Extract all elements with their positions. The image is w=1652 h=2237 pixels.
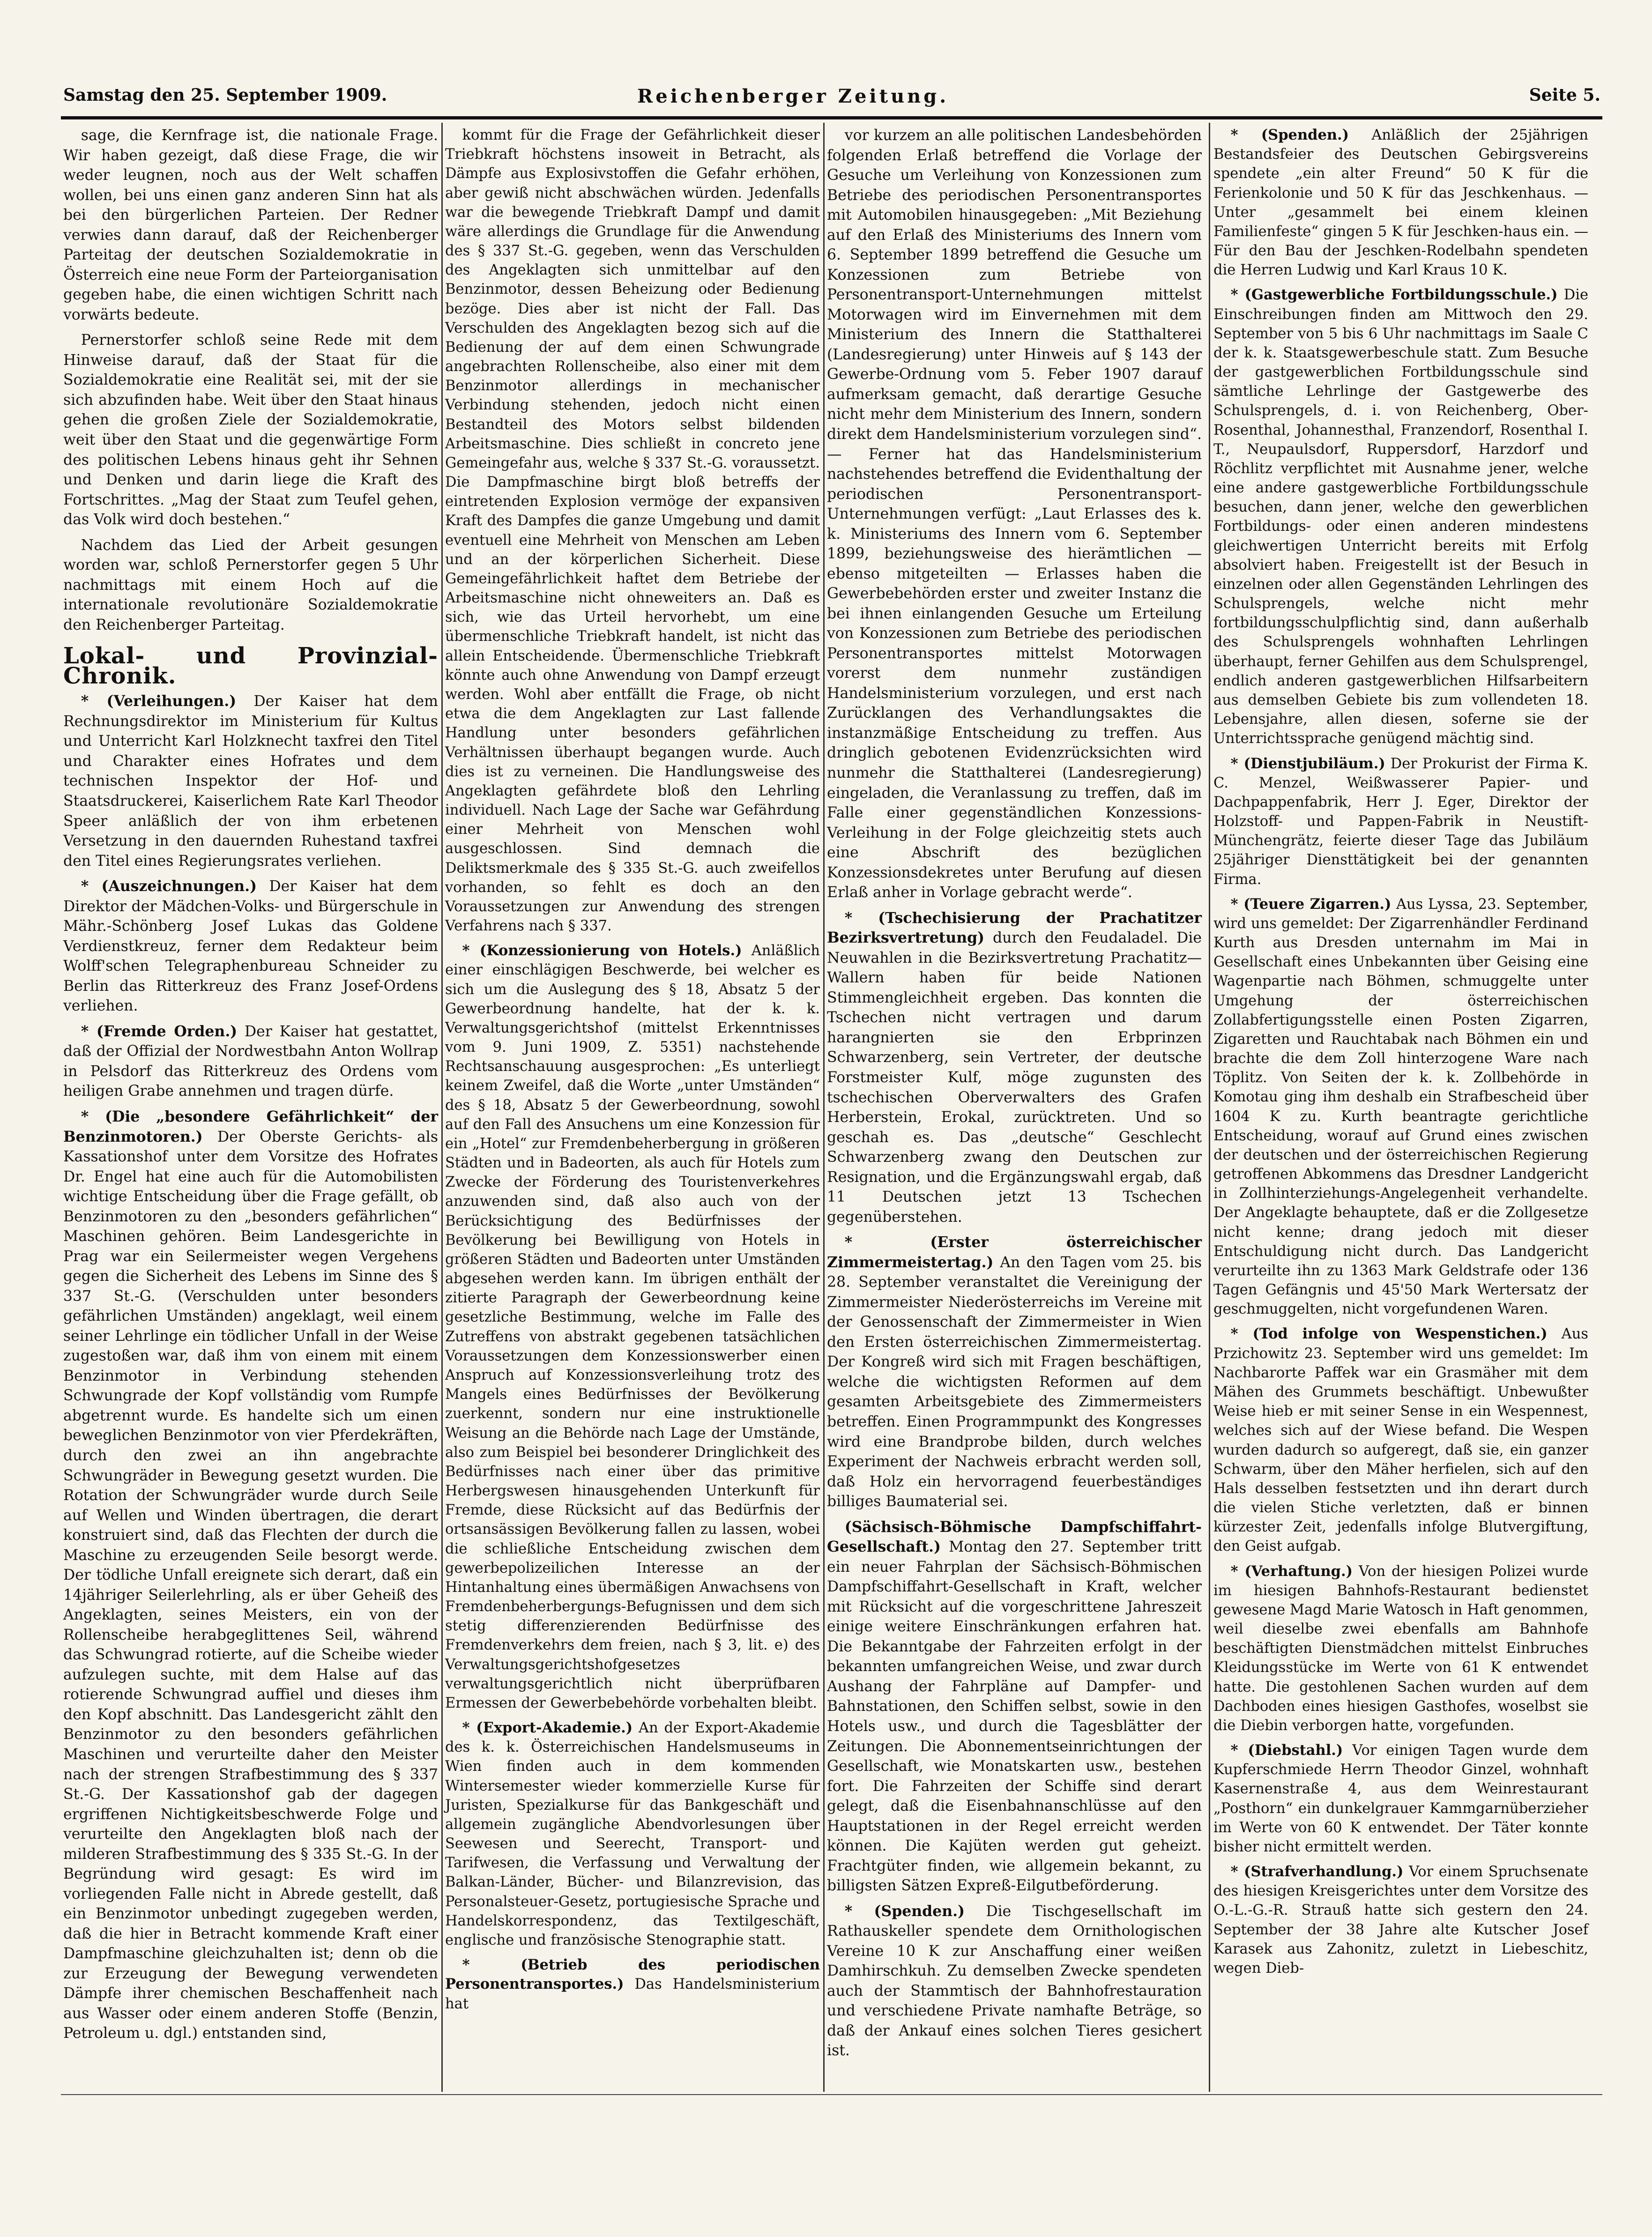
article-paragraph xyxy=(63,877,438,1016)
article-title: * (Verleihungen.) xyxy=(81,692,237,710)
article-text: Das Handelsministerium hat xyxy=(445,1976,820,2012)
column-3 xyxy=(827,126,1202,2066)
page-number: Seite 5. xyxy=(1529,85,1600,105)
article-text: An der Export-Akademie des k. k. Österreichischen Handelsmuseums in Wien finden auch in dem kommenden Wintersemester wieder kommerzielle Kurse für Juristen, Spezialkurse für das Bankgeschäft und allgemein zugängliche Abendvorlesungen über Seewesen und Seerecht, Transport- und Tarifwesen, die Verfassung und Verwaltung der Balkan-Länder, Bücher- und Bilanzrevision, das Personalsteuer-Gesetz, portugiesische Sprache und Handelskorrespondenz, das Textilgeschäft, englische und französische Stenographie statt. xyxy=(445,1720,820,1948)
article-text: Die Tischgesellschaft im Rathauskeller spendete dem Ornithologischen Vereine 10 K zur Anschaffung einer weißen Damhirschkuh. Zu demselben Zwecke spendeten auch der Stammtisch der Bahnhofrestauration und verschiedene Private namhafte Beträge, so daß der Ankauf eines solchen Tieres gesichert ist. xyxy=(827,1903,1202,2059)
article-title: * (Auszeichnungen.) xyxy=(81,877,257,895)
article-text: Der Kaiser hat dem Rechnungsdirektor im Ministerium für Kultus und Unterricht Karl Holzknecht taxfrei den Titel und Charakter eines Hofrates und dem technischen Inspektor der Hof- und Staatsdruckerei, Kaiserlichem Rate Karl Theodor Speer anläßlich der von ihm erbetenen Versetzung in den dauernden Ruhestand taxfrei den Titel eines Regierungsrates verliehen. xyxy=(63,693,438,870)
column-divider xyxy=(823,123,825,2092)
article-title: * (Verhaftung.) xyxy=(1230,1562,1353,1580)
article-text: Pernerstorfer schloß seine Rede mit dem Hinweise darauf, daß der Staat für die Sozialdemokratie eine Realität sei, mit der sie sich abzufinden habe. Weit über den Staat hinaus gehen die großen Ziele der Sozialdemokratie, weit über den Staat und die gegenwärtige Form des politischen Lebens hinaus geht ihr Sehnen und Denken und darin liege die Kraft des Fortschrittes. „Mag der Staat zum Teufel gehen, das Volk wird doch bestehen.“ xyxy=(63,332,438,528)
article-text: sage, die Kernfrage ist, die nationale Frage. Wir haben gezeigt, daß diese Frage, die wir weder leugnen, noch aus der Welt schaffen wollen, bei uns einen ganz anderen Sinn hat als bei den bürgerlichen Parteien. Der Redner verwies dann darauf, daß der Reichenberger Parteitag der deutschen Sozialdemokratie in Österreich eine neue Form der Parteiorganisation gegeben habe, die einen wichtigen Schritt nach vorwärts bedeute. xyxy=(63,127,438,323)
article-text: Anläßlich einer einschlägigen Beschwerde, bei welcher es sich um die Auslegung des § 18, Absatz 5 der Gewerbeordnung handelte, hat der k. k. Verwaltungsgerichtshof (mittelst Erkenntnisses vom 9. Juni 1909, Z. 5351) nachstehende Rechtsanschauung ausgesprochen: „Es unterliegt keinem Zweifel, daß die Worte „unter Umständen“ des § 18, Absatz 5 der Gewerbeordnung, sowohl auf den Fall des Ansuchens um eine Konzession für ein „Hotel“ zur Fremdenbeherbergung in größeren Städten und in Badeorten, als auch für Hotels zum Zwecke der Förderung des Touristenverkehres anzuwenden sind, daß also auch von der Berücksichtigung des Bedürfnisses der Bevölkerung bei Bewilligung von Hotels in größeren Städten und Badeorten unter Umständen abgesehen werden kann. Im übrigen enthält der zitierte Paragraph der Gewerbeordnung keine gesetzliche Bestimmung, welche im Falle des Zutreffens von abstrakt gegebenen tatsächlichen Voraussetzungen dem Konzessionswerber einen Anspruch auf Konzessionsverleihung trotz des Mangels eines Bedürfnisses der Bevölkerung zuerkennt, sondern nur eine instruktionelle Weisung an die Behörde nach Lage der Umstände, also zum Beispiel bei besonderer Dringlichkeit des Bedürfnisses nach einer über das primitive Herbergswesen hinausgehenden Unterkunft für Fremde, diese Rücksicht auf das Bedürfnis der ortsansässigen Bevölkerung fallen zu lassen, wobei die schließliche Entscheidung zwischen dem gewerbepolizeilichen Interesse an der Hintanhaltung eines übermäßigen Anwachsens von Fremdenbeherbergungs-Befugnissen und dem sich stetig differenzierenden Bedürfnisse des Fremdenverkehrs dem freien, nach § 3, lit. e) des Verwaltungsgerichtshofgesetzes verwaltungsgerichtlich nicht überprüfbaren Ermessen der Gewerbebehörde vorbehalten bleibt. xyxy=(445,943,820,1711)
article-title: * (Betrieb des periodischen Personentransportes.) xyxy=(445,1956,820,1993)
article-title: * (Konzessionierung von Hotels.) xyxy=(462,942,742,959)
article-paragraph xyxy=(1213,1741,1588,1857)
column-divider xyxy=(441,123,443,2092)
article-text: Von der hiesigen Polizei wurde im hiesigen Bahnhofs-Restaurant bedienstet gewesene Magd Marie Watosch in Haft genommen, weil dieselbe zwei ebenfalls am Bahnhofe beschäftigten Dienstmädchen mittelst Einbruches Kleidungsstücke im Werte von 61 K entwendet hatte. Die gestohlenen Sachen wurden auf dem Dachboden eines hiesigen Gasthofes, woselbst sie die Diebin verborgen hatte, vorgefunden. xyxy=(1213,1563,1588,1734)
article-text: An den Tagen vom 25. bis 28. September veranstaltet die Vereinigung der Zimmermeister Niederösterreichs im Vereine mit der Genossenschaft der Zimmermeister in Wien den Ersten österreichischen Zimmermeistertag. Der Kongreß wird sich mit Fragen beschäftigen, welche die wichtigsten Reformen auf dem gesamten Arbeitsgebiete des Zimmermeisters betreffen. Einen Programmpunkt des Kongresses wird eine Brandprobe bilden, durch welches Experiment der Nachweis erbracht werden soll, daß Holz ein hervorragend feuerbeständiges billiges Baumaterial sei. xyxy=(827,1254,1202,1510)
article-paragraph xyxy=(445,941,820,1713)
article-title: * (Dienstjubiläum.) xyxy=(1230,755,1385,772)
column-1 xyxy=(63,126,438,2049)
article-text: Nachdem das Lied der Arbeit gesungen worden war, schloß Pernerstorfer gegen 5 Uhr nachmittags mit einem Hoch auf die internationale revolutionäre Sozialdemokratie den Reichenberger Parteitag. xyxy=(63,536,438,633)
article-title: * (Teuere Zigarren.) xyxy=(1230,895,1392,913)
article-title: * (Strafverhandlung.) xyxy=(1230,1863,1404,1880)
newspaper-title: Reichenberger Zeitung. xyxy=(637,85,949,107)
article-text: Der Kaiser hat gestattet, daß der Offizial der Nordwestbahn Anton Wollrap in Pelsdorf das Ritterkreuz des Ordens vom heiligen Grabe annehmen und tragen dürfe. xyxy=(63,1023,439,1100)
article-text: Vor einem Spruchsenate des hiesigen Kreisgerichtes unter dem Vorsitze des O.-L.-G.-R. Strauß hatte sich gestern den 24. September der 38 Jahre alte Kutscher Josef Karasek aus Zahonitz, zuletzt in Liebeschitz, wegen Dieb- xyxy=(1213,1864,1588,1977)
article-paragraph xyxy=(827,1517,1202,1896)
article-title: (Sächsisch-Böhmische Dampfschiffahrt-Gesellschaft.) xyxy=(827,1518,1202,1556)
footer-rule xyxy=(61,2094,1602,2095)
column-2 xyxy=(445,126,820,2019)
article-paragraph xyxy=(1213,1324,1588,1556)
article-title: * (Tschechisierung der Prachatitzer Bezirksvertretung) xyxy=(827,909,1202,947)
article-text: Vor einigen Tagen wurde dem Kupferschmiede Herrn Theodor Ginzel, wohnhaft Kasernenstraße 4, aus dem Weinrestaurant „Posthorn“ ein dunkelgrauer Kammgarnüberzieher im Werte von 60 K entwendet. Der Täter konnte bisher nicht ermittelt werden. xyxy=(1213,1742,1588,1855)
article-text: Der Oberste Gerichts- als Kassationshof unter dem Vorsitze des Hofrates Dr. Engel hat eine auch für die Automobilisten wichtige Entscheidung über die Frage gefällt, ob Benzinmotoren zu den „besonders gefährlichen“ Maschinen gehören. Beim Landesgerichte in Prag war ein Seilermeister wegen Vergehens gegen die Sicherheit des Lebens im Sinne des § 337 St.-G. (Verschulden unter besonders gefährlichen Umständen) angeklagt, weil einem seiner Lehrlinge ein tödlicher Unfall in der Weise zugestoßen war, daß ihm von einem mit einem Benzinmotor in Verbindung stehenden Schwungrade der Kopf vollständig vom Rumpfe abgetrennt wurde. Es handelte sich um einen beweglichen Benzinmotor von vier Pferdekräften, durch den zwei an ihn angebrachte Schwungräder in Bewegung gesetzt wurden. Die Rotation der Schwungräder wurde durch Seile auf Wellen und Winden übertragen, die derart konstruiert sind, daß das Flechten der durch die Maschine zu erzeugenden Seile besorgt werde. Der tödliche Unfall ereignete sich derart, daß ein 14jähriger Seilerlehrling, als er über Geheiß des Angeklagten, seines Meisters, ein von der Rollenscheibe herabgeglittenes Seil, während das Schwungrad rotierte, auf die Scheibe wieder aufzulegen suchte, mit dem Halse auf das rotierende Schwungrad auffiel und dieses ihm den Kopf abschnitt. Das Landesgericht zählt den Benzinmotor zu den besonders gefährlichen Maschinen und verurteilte daher den Meister nach der strengen Strafbestimmung des § 337 St.-G. Der Kassationshof gab der dagegen ergriffenen Nichtigkeitsbeschwerde Folge und verurteilte den Angeklagten bloß nach der milderen Strafbestimmung des § 335 St.-G. In der Begründung wird gesagt: Es wird im vorliegenden Falle nicht in Abrede gestellt, daß ein Benzinmotor unbedingt zugegeben werden, daß die hier in Betracht kommende Kraft einer Dampfmaschine gleichzuhalten ist; denn ob die zur Erzeugung der Bewegung verwendeten Dämpfe ihrer chemischen Beschaffenheit nach aus Wasser oder einem anderen Stoffe (Benzin, Petroleum u. dgl.) entstanden sind, xyxy=(63,1128,438,2042)
article-paragraph xyxy=(827,1902,1202,2061)
article-paragraph xyxy=(445,1718,820,1950)
article-paragraph xyxy=(1213,1862,1588,1978)
article-paragraph xyxy=(63,535,438,635)
article-paragraph xyxy=(63,126,438,325)
article-title: * (Diebstahl.) xyxy=(1230,1742,1343,1759)
article-text: kommt für die Frage der Gefährlichkeit dieser Triebkraft höchstens insoweit in Betracht, als Dämpfe aus Explosivstoffen die Gefahr erhöhen, aber gewiß nicht abschwächen würden. Jedenfalls war die bewegende Triebkraft Dampf und damit wäre allerdings die Grundlage für die Anwendung des § 337 St.-G. gegeben, wenn das Verschulden des Angeklagten sich unmittelbar auf den Benzinmotor, dessen Beheizung oder Bedienung bezöge. Dies aber ist nicht der Fall. Das Verschulden des Angeklagten bezog sich auf die Bedienung der auf dem einen Schwungrade angebrachten Rollenscheibe, also einer mit dem Benzinmotor allerdings in mechanischer Verbindung stehenden, jedoch nicht einen Bestandteil des Motors selbst bildenden Arbeitsmaschine. Dies schließt in concreto jene Gemeingefahr aus, welche § 337 St.-G. voraussetzt. Die Dampfmaschine birgt bloß betreffs der eintretenden Explosion vermöge der expansiven Kraft des Dampfes die ganze Umgebung und damit eventuell eine Mehrheit von Menschen am Leben und an der körperlichen Sicherheit. Diese Gemeingefährlichkeit haftet dem Betriebe der Arbeitsmaschine nicht ohneweiters an. Daß es sich, wie das Urteil hervorhebt, um eine übermenschliche Triebkraft handelt, ist nicht das allein Entscheidende. Übermenschliche Triebkraft könnte auch ohne Anwendung von Dampf erzeugt werden. Wohl aber entfällt die Frage, ob nicht etwa die dem Angeklagten zur Last fallende Handlung unter besonders gefährlichen Verhältnissen überhaupt begangen wurde. Auch dies ist zu verneinen. Die Handlungsweise des Angeklagten gefährdete bloß den Lehrling individuell. Nach Lage der Sache war Gefährdung einer Mehrheit von Menschen wohl ausgeschlossen. Sind demnach die Deliktsmerkmale des § 335 St.-G. auch zweifellos vorhanden, so fehlt es doch an den Voraussetzungen zur Anwendung des strengen Verfahrens nach § 337. xyxy=(445,127,820,935)
column-4 xyxy=(1213,126,1588,1984)
article-paragraph xyxy=(1213,754,1588,889)
article-text: Die Einschreibungen finden am Mittwoch den 29. September von 5 bis 6 Uhr nachmittags im Saale C der k. k. Staatsgewerbeschule statt. Zum Besuche der gastgewerblichen Fortbildungsschule sind sämtliche Lehrlinge der Gastgewerbe des Schulsprengels, d. i. von Reichenberg, Ober-Rosenthal, Johannesthal, Franzendorf, Rosenthal I. T., Neupaulsdorf, Ruppersdorf, Harzdorf und Röchlitz verpflichtet mit Ausnahme jener, welche eine andere gastgewerbliche Fortbildungsschule besuchen, dann jener, welche den gewerblichen Fortbildungs- oder einen anderen mindestens gleichwertigen Unterricht bereits mit Erfolg absolviert haben. Freigestellt ist der Besuch in einzelnen oder allen Gegenständen Lehrlingen des Schulsprengels, welche nicht mehr fortbildungsschulpflichtig sind, dann außerhalb des Schulsprengels wohnhaften Lehrlingen überhaupt, ferner Gehilfen aus dem Schulsprengel, endlich anderen gastgewerblichen Hilfsarbeitern aus demselben Gebiete bis zum vollendeten 18. Lebensjahre, allen diesen, soferne sie der Unterrichtssprache genügend mächtig sind. xyxy=(1213,287,1589,747)
article-paragraph xyxy=(827,126,1202,903)
article-paragraph xyxy=(827,1233,1202,1511)
article-paragraph xyxy=(63,1107,438,2044)
article-text: Montag den 27. September tritt ein neuer Fahrplan der Sächsisch-Böhmischen Dampfschiffahrt-Gesellschaft in Kraft, welcher mit Rücksicht auf die vorgeschrittene Jahreszeit einige weitere Einschränkungen erfahren hat. Die Bekanntgabe der Fahrzeiten erfolgt in der bekannten umfangreichen Weise, und zwar durch Aushang der Fahrpläne auf Dampfer- und Bahnstationen, den Schiffen selbst, sowie in den Hotels usw., und durch die Tagesblätter der Zeitungen. Die Abonnementseinrichtungen der Gesellschaft, wie Monatskarten usw., bestehen fort. Die Fahrzeiten der Schiffe sind derart gelegt, daß die Eisenbahnanschlüsse auf den Hauptstationen in der Regel erreicht werden können. Die Kajüten werden gut geheizt. Frachtgüter finden, wie allgemein bekannt, zu billigsten Sätzen Expreß-Eilgutbeförderung. xyxy=(827,1538,1202,1895)
article-title: * (Tod infolge von Wespenstichen.) xyxy=(1230,1325,1548,1343)
header-date: Samstag den 25. September 1909. xyxy=(63,85,387,105)
article-paragraph xyxy=(63,691,438,871)
article-paragraph xyxy=(445,126,820,936)
article-text: durch den Feudaladel. Die Neuwahlen in die Bezirksvertretung Prachatitz—Wallern haben für beide Nationen Stimmengleichheit ergeben. Das konnten die Tschechen nicht vertragen und darum harangnierten sie den Erbprinzen Schwarzenberg, sein Vertreter, der deutsche Forstmeister Kulf, möge zugunsten des tschechischen Oberverwalters des Grafen Herberstein, Erokal, zurücktreten. Und so geschah es. Das „deutsche“ Geschlecht Schwarzenberg zwang den Deutschen zur Resignation, und die Ergänzungswahl ergab, daß 11 Deutschen jetzt 13 Tschechen gegenüberstehen. xyxy=(827,929,1202,1226)
article-text: Aus Lyssa, 23. September, wird uns gemeldet: Der Zigarrenhändler Ferdinand Kurth aus Dresden unternahm im Mai in Gesellschaft eines Unbekannten über Geising eine Wagenpartie nach Böhmen, schmuggelte unter Umgehung der österreichischen Zollabfertigungsstelle einen Posten Zigarren, Zigaretten und Rauchtabak nach Böhmen ein und brachte die dem Zoll hinterzogene Ware nach Töplitz. Von Seiten der k. k. Zollbehörde in Komotau ging ihm deshalb ein Strafbescheid über 1604 K zu. Kurth beantragte gerichtliche Entscheidung, worauf auf Grund eines zwischen der deutschen und der österreichischen Regierung getroffenen Abkommens das Dresdner Landgericht in Zollhinterziehungs-Angelegenheit verhandelte. Der Angeklagte behauptete, daß er die Zollgesetze nicht kenne; drang jedoch mit dieser Entschuldigung nicht durch. Das Landgericht verurteilte ihn zu 1363 Mark Geldstrafe oder 136 Tagen Gefängnis und 45'50 Mark Wertersatz der geschmuggelten, nicht vorgefundenen Waren. xyxy=(1213,896,1588,1318)
article-text: Anläßlich der 25jährigen Bestandsfeier des Deutschen Gebirgsvereins spendete „ein alter Freund“ 50 K für die Ferienkolonie und 50 K für das Jeschkenhaus. — Unter „gesammelt bei einem kleinen Familienfeste“ gingen 5 K für Jeschken-haus ein. — Für den Bau der Jeschken-Rodelbahn spendeten die Herren Ludwig und Karl Kraus 10 K. xyxy=(1213,127,1588,279)
article-text: Der Kaiser hat dem Direktor der Mädchen-Volks- und Bürgerschule in Mähr.-Schönberg Josef Lukas das Goldene Verdienstkreuz, ferner dem Redakteur beim Wolff'schen Telegraphenbureau Schneider zu Berlin das Ritterkreuz des Franz Josef-Ordens verliehen. xyxy=(63,878,439,1015)
article-title: * (Gastgewerbliche Fortbildungsschule.) xyxy=(1230,286,1558,304)
article-paragraph xyxy=(1213,126,1588,280)
article-paragraph xyxy=(1213,1562,1588,1736)
article-paragraph xyxy=(827,908,1202,1227)
article-paragraph xyxy=(445,1955,820,2014)
article-title: * (Export-Akademie.) xyxy=(462,1719,633,1737)
article-paragraph xyxy=(1213,285,1588,748)
article-title: * (Fremde Orden.) xyxy=(81,1022,238,1040)
section-heading: Lokal- und Provinzial-Chronik. xyxy=(63,643,438,689)
article-text: vor kurzem an alle politischen Landesbehörden folgenden Erlaß betreffend die Vorlage der Gesuche um Verleihung von Konzessionen zum Betriebe des periodischen Personentransportes mit Automobilen hinausgegeben: „Mit Beziehung auf den Erlaß des Ministeriums des Innern vom 6. September 1899 betreffend die Gesuche um Konzessionen zum Betriebe von Personentransport-Unternehmungen mittelst Motorwagen wird im Einvernehmen mit dem Ministerium des Innern die Statthalterei (Landesregierung) unter Hinweis auf § 143 der Gewerbe-Ordnung vom 5. Feber 1907 darauf aufmerksam gemacht, daß derartige Gesuche nicht mehr dem Ministerium des Innern, sondern direkt dem Handelsministerium vorzulegen sind“. — Ferner hat das Handelsministerium nachstehendes betreffend die Evidenthaltung der periodischen Personentransport-Unternehmungen verfügt: „Laut Erlasses des k. k. Ministeriums des Innern vom 6. September 1899, beziehungsweise des hierämtlichen — ebenso mitgeteilten — Erlasses haben die Gewerbebehörden erster und zweiter Instanz die bei ihnen einlangenden Gesuche um Erteilung von Konzessionen zum Betriebe des periodischen Personentransportes mittelst Motorwagen vorerst dem nunmehr zuständigen Handelsministerium vorzulegen, und erst nach Zurücklangen des Verhandlungsaktes die instanzmäßige Entscheidung zu treffen. Aus dringlich gebotenen Evidenzrücksichten wird nunmehr die Statthalterei (Landesregierung) eingeladen, die Veranlassung zu treffen, daß im Falle einer gegenständlichen Konzessions-Verleihung in der Folge gleichzeitig stets auch eine Abschrift des bezüglichen Konzessionsdekretes unter Berufung auf diesen Erlaß anher in Vorlage gebracht werde“. xyxy=(827,127,1202,901)
article-paragraph xyxy=(63,1022,438,1101)
article-paragraph xyxy=(1213,895,1588,1319)
header-rule xyxy=(61,116,1602,119)
article-text: Aus Przichowitz 23. September wird uns gemeldet: Im Nachbarorte Paffek war ein Grasmäher mit dem Mähen des Grummets beschäftigt. Unbewußter Weise hieb er mit seiner Sense in ein Wespennest, welches sich auf der Wiese befand. Die Wespen wurden dadurch so aufgeregt, daß sie, ein ganzer Schwarm, über den Mäher herfielen, sich auf den Hals desselben festsetzten und ihn derart durch die vielen Stiche verletzten, daß er binnen kürzester Zeit, jedenfalls infolge Blutvergiftung, den Geist aufgab. xyxy=(1213,1326,1588,1555)
article-title: * (Die „besondere Gefährlichkeit“ der Benzinmotoren.) xyxy=(63,1107,438,1145)
article-paragraph xyxy=(63,330,438,529)
article-text: Der Prokurist der Firma K. C. Menzel, Weißwasserer Papier- und Dachpappenfabrik, Herr J. Eger, Direktor der Holzstoff- und Pappen-Fabrik in Neustift-Münchengrätz, feierte dieser Tage das Jubiläum 25jähriger Diensttätigkeit bei der genannten Firma. xyxy=(1213,755,1588,888)
article-title: * (Spenden.) xyxy=(1230,126,1349,143)
article-title: * (Erster österreichischer Zimmermeistertag.) xyxy=(827,1234,1202,1271)
article-title: * (Spenden.) xyxy=(844,1902,965,1920)
column-divider xyxy=(1209,123,1210,2092)
